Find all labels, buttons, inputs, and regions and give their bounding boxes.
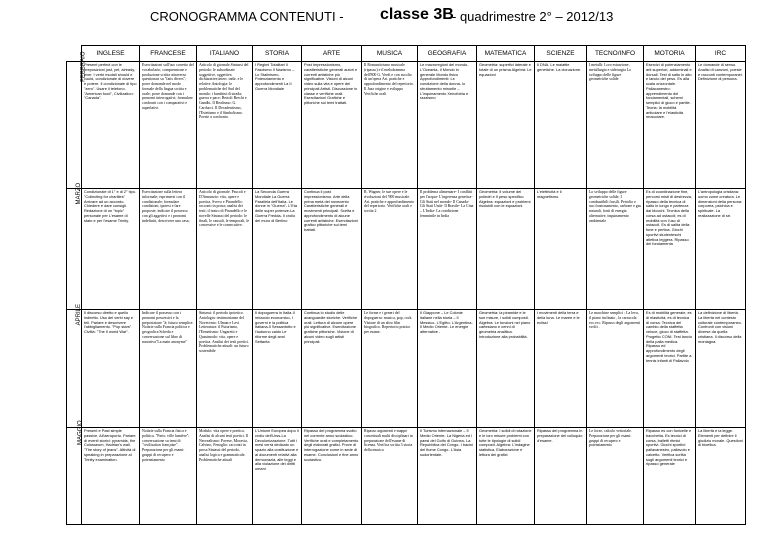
column-header: STORIA [253, 46, 302, 62]
title-suffix: - quadrimestre 2° – 2012/13 [452, 9, 614, 24]
table-cell: Present perfect con le preposizioni just, yet, already, ever. I verbi modali should e could, condizionale di dovere e potere. Il condizionale di tipo "zero". Usare il telefono. "American food", Civilization: "Canada". [82, 62, 140, 189]
table-cell: Post Impressionismo, caratteristiche generali autori e correnti artistiche più significative. Visioni di alcuni video sulla vita e opere dei principali Artisti. Discussione in classe e verifiche orali. Esercitazioni Grafiche e pittoriche sui temi trattati. [302, 62, 362, 189]
table-cell: Sintassi: il periodo ipotetico. Antologia: testimonianze del Novecento: Ulman e Levi Letteratura: il Futurismo, l'Ermetismo: Ungaretti e Quasimodo: vita, opere e poetica. Analisi dei testi poetici. Problematiche attuali: un futuro sostenibile [197, 310, 253, 428]
title-prefix: CRONOGRAMMA CONTENUTI - [150, 9, 344, 24]
column-header: GEOGRAFIA [418, 46, 477, 62]
table-cell: Il Turismo internazionale – Il Medio Oriente- La Nigeria ed i paesi del Golfo di Guinea- La Repubblica del Congo- I bacini del fiume Congo- L'Asia sudorientale- [418, 428, 477, 525]
table-cell: Il dopoguerra in Italia-Il miracolo economico- I governi e la politica Italiana-Il Sessantotto e l'autunno caldo Le riforme degli anni Settanta [253, 310, 302, 428]
column-header: TECNO/INFO [587, 46, 644, 62]
table-cell: Ripasso argomenti e mappe concettuali multi disciplinari in preparazione dell'esame di licenza. Verifica scritta 3 storia della musica [362, 428, 418, 525]
table-row [67, 189, 746, 310]
table-cell: Present e Past simple passive. All'aeroporto. Parlare di eventi storici: pyramids, the Colosseum, Hadrian's wall. "The story of jeans". Attività di speaking in preparazione al Trinity examination. [82, 428, 140, 525]
column-header: ARTE [302, 46, 362, 62]
table-cell: Continua lo studio delle avanguardie storiche. Verifiche orali. Lettura di alcune opere più significative. Esercitazione grafiche pittoriche. Visione di alcuni video sugli artisti principali. [302, 310, 362, 428]
table-cell: Le forze, calcolo vettoriale. Preparazione per gli esami: gruppi di recupero e potenziamento [587, 428, 644, 525]
table-cell: Esercitazioni sull'uso corretto del vocabolario, comprensione e produzione scritta attraverso questionari su "faits divers"; porre domande nel modo formale della lingua scritta e orale; porre domande con i pronomi interrogativi; formulare confronti con i comparativi e superlativi [140, 62, 197, 189]
table-cell: La Seconda Guerra Mondiale La Guerra Parallela dell'Italia- Le donne in "Guerra"- L'Eta delle super potenze-La Guerra Fredda- Il crollo del muro di Berlino [253, 189, 302, 310]
table-cell: Modulo: vita opere e poetica. Analisi di alcuni testi poetici. Il Neorealismo: Pavese, Moravia, Calvino, Fenoglio: racconti in prosa Sintassi del periodo, analisi logica e grammaticale. Problematiche attuali [197, 428, 253, 525]
table-cell: Ripasso es con funicelle e bacchetta. Es tecnici di corsa, balletti ritmici sportivi. Giochi sportivi: pallacanestro, pallavolo e calcetto. Verifica scritta sugli argomenti teorici e ripasso generale [644, 428, 696, 525]
column-header: SCIENZE [535, 46, 587, 62]
table-cell: Esercizi di potenziamento arti superiori, addominali e dorsali. Test di salto in alto e lancio del peso. Es alla scala orizzontale. Pallacanestro: apprendimento dei fondamentali, schemi semplici di gioco e partite. Teoria: la mobilità articolare e l'elasticità muscolare. [644, 62, 696, 189]
table-cell: Ripasso del programma in preparazione del colloquio d'esame. [535, 428, 587, 525]
title-class: classe 3B [380, 6, 454, 23]
table-cell: Le domande di senso. Analisi di canzoni, poesie e racconti contemporanei. Definizione di persona. [696, 62, 746, 189]
table-cell: Geometria: I solidi di rotazione e le loro misure problemi con tutte le tipologie di solidi composti. Algebra: L'indagine statistica. Elaborazione e lettura dei grafici [477, 428, 535, 525]
column-header: ITALIANO [197, 46, 253, 62]
table-cell: Es di coordinazione fine, percorsi misti di destrezza, ripasso della tecnica di salto in lungo e partenza dai blocchi. Tecnica della corsa ad ostacoli; es di mobilità con l'uso di ostacoli. Es di salita della fune e pertica. Giochi sportivi studenteschi atletica leggera. Ripasso dei fondamenta [644, 189, 696, 310]
table-header-row [67, 46, 746, 62]
table-cell: Articolo di giornale. Pascoli e D'Annunzio: vita, opere e poetica. Svevo e Pirandello: racconti in prosa; analisi dei testi; il teatro di Pirandello e le novelle Sintassi del periodo: le finali, le causali, le temporali, le concessive e le consecutive. [197, 189, 253, 310]
column-header: INGLESE [82, 46, 140, 62]
table-cell: Il DNA. Le malattie genetiche. La clonazione. [535, 62, 587, 189]
table-cell: Geometria: Il volume dei poliedri e Il peso specifico Algebra: equazioni e problemi risolubili con le equazioni. [477, 189, 535, 310]
month-label: MAGGIO [67, 428, 82, 525]
table-cell: Articolo di giornale.Sintassi del periodo: le subordinate soggettive, oggettive, dichiarative,interr. indir. e le relative.Antologia: le problematiche del Sud del mondo: i bambini di strada; guerra e pace; Bertolt Brecht e Gandhi. Il Realismo: G. Carducci. Il Decadentismo, l'Estetismo e il Simbolismo. Poesie a confronto. [197, 62, 253, 189]
table-cell: L'Unione Europea dopo il crollo dell'Urss-La Decolonizzazione .Tutti i mesi verrà dedicato un spazio alla costituzione e ai documenti relativi alla democrazia, alle leggi e alla violazione dei diritti umani [253, 428, 302, 525]
document-title [150, 3, 710, 29]
table-cell: Il Giappone – Le Colonie italiane nella storia – Il Messico- L'Egitto- L'Argentina-Il Medio Oriente- Le energie alternative - [418, 310, 477, 428]
table-row [67, 310, 746, 428]
table-cell: Esercitazione sulla lettera informale; esprimersi con il condizionale; formulare condizioni, ipotesi e fare proposte; indicare il possesso con gli aggettivi e i pronomi indefiniti, descrivere una casa; [140, 189, 197, 310]
month-label: FEBBRAIO [67, 62, 82, 189]
column-header: IRC [696, 46, 746, 62]
table-cell: Il problema alimentare- I conflitti per l'acqua- L'ingerenza genetica- Gli Stati nel mondo- Il Canada-Gli Stati Uniti- Il Brasile- La Cina – L'India- La condizione femminile in India [418, 189, 477, 310]
table-cell: L'antropologia cristiana: uomo come creatura. Le dimensioni della persona: corporea, psichica e spirituale. La realizzazione di sé. [696, 189, 746, 310]
header-corner [67, 46, 82, 62]
table-cell: La libertà e la legge. Elementi per definire il giudizio morale. Questioni di bioetica. [696, 428, 746, 525]
table-cell: Continua il post impressionismo. Arte della prima metà del novecento Caratteristiche generali e movimenti principali. Scelta e approfondimento di alcune correnti artistiche. Esercitazioni grafico pittoriche sui temi trattati. [302, 189, 362, 310]
table-cell: Il discorso diretto e quello indiretto. Uso dei verbi say e tell. Parlare e descrivere l'abbigliamento. "Pop stars" Civiltà: "The Il world War". [82, 310, 140, 428]
schedule-table [66, 45, 746, 525]
table-cell: L'elettricità e il magnetismo. [535, 189, 587, 310]
table-cell: Es di mobilità generale, es di elasticità, es di tecnica di corsa. Tecnica del cambio della staffetta veloce, gioco di staffetta. Progetto CONI. Test lancio della palla medica. Ripasso ed approfondimento degli argomenti teorici. Partite a tennis infanti di Pallavolo [644, 310, 696, 428]
table-row [67, 62, 746, 189]
table-cell: Ripasso del programma svolto nel corrente anno scolastico. Verifiche orali e completamento degli elaborati grafici. Prove di interrogazione come in sede di esame. Conclusioni e fine anno scolastico. [302, 428, 362, 525]
table-cell: I movimenti della terra e della luna. Le maree e le eclissi [535, 310, 587, 428]
table-cell: Le macroregioni del mondo- L'Oceania- Il Mondo in generale Mondo fisico Approfondimenti: Le condizione della donna- lo sfruttamento minorile – L'inquinamento Xenofobia e razzismo [418, 62, 477, 189]
month-label: APRILE [67, 310, 82, 428]
column-header: FRANCESE [140, 46, 197, 62]
table-cell: Indicare il possesso con i pronomi possessivi e la preposizione "à; futuro semplice. Notizie sulla Francia politica e geografica Scheda e conversazione sul libro di narrativa"La main anonyme" [140, 310, 197, 428]
column-header: MOTORIA [644, 46, 696, 62]
table-cell: Il Romanticismo musicale (ripasso) e il melodramma dell'800 G. Verdi e con ascolto di un'opera Art. pratiche e approfondimento del repertorio. Il Jazz origine e sviluppo Verifiche orali [362, 62, 418, 189]
table-cell: I metalli: Loro estrazione , metallurgia e siderurgia Lo sviluppo delle figure geometriche solide [587, 62, 644, 189]
table-row [67, 428, 746, 525]
table-cell: Le forme e i generi del dopoguerra: musica, pop, rock. Visione di un altro film biografico. Repertorio pratico per esame. [362, 310, 418, 428]
table-cell: I Regimi Totalitari Il Fascismo Il Nazismo – Lo Stalinismo-Potenziamento e approfondimenti La II Guerra Mondiale [253, 62, 302, 189]
table-cell: R. Wagner, le sue opere e le rivoluzioni del '900 musicale. Art. pratiche e approfondimento del repertorio. Verifiche orali e scritta 2 [362, 189, 418, 310]
table-cell: Lo sviluppo delle figure geometriche solide, I combustibili fossili. Petrolio e suo frazionamento, carbone e gas naturali, fonti di energia alternative, inquinamento ambientale [587, 189, 644, 310]
month-label: MARZO [67, 189, 82, 310]
table-cell: Geometria: superfici laterale e totale di un prisma Algebra: Le equazioni [477, 62, 535, 189]
table-cell: Geometria: la piramide e le sue misure, i solidi composti. Algebra: Le funzioni nel piano cartesiano e cenni di geometria analitica. Introduzione alla probabilità. [477, 310, 535, 428]
column-header: MUSICA [362, 46, 418, 62]
table-cell: La definizione di libertà. La libertà nel contesto culturale contemporaneo. Confronti con visioni diverse da quella cristiana. Il discorso della montagna. [696, 310, 746, 428]
table-cell: Le macchine semplici : La leva, il piano inclinato , la carrucola ecc.ecc. Ripasso degli argomenti svolti . [587, 310, 644, 428]
column-header: MATEMATICA [477, 46, 535, 62]
table-cell: Condizionale di 1° e di 2° tipo. "Collecting for charities" Arrivare ad un accordo. Chiedere e dare consigli. Redazione di un "topic" personale per L'esame di stato e per l'esame Trinity. [82, 189, 140, 310]
table-cell: Notizie sulla Francia fisica e politica. "Paris: ville lumière"; conversazione su temi di "civilisation française". Preparazione per gli esami: gruppi di recupero e potenziamento [140, 428, 197, 525]
